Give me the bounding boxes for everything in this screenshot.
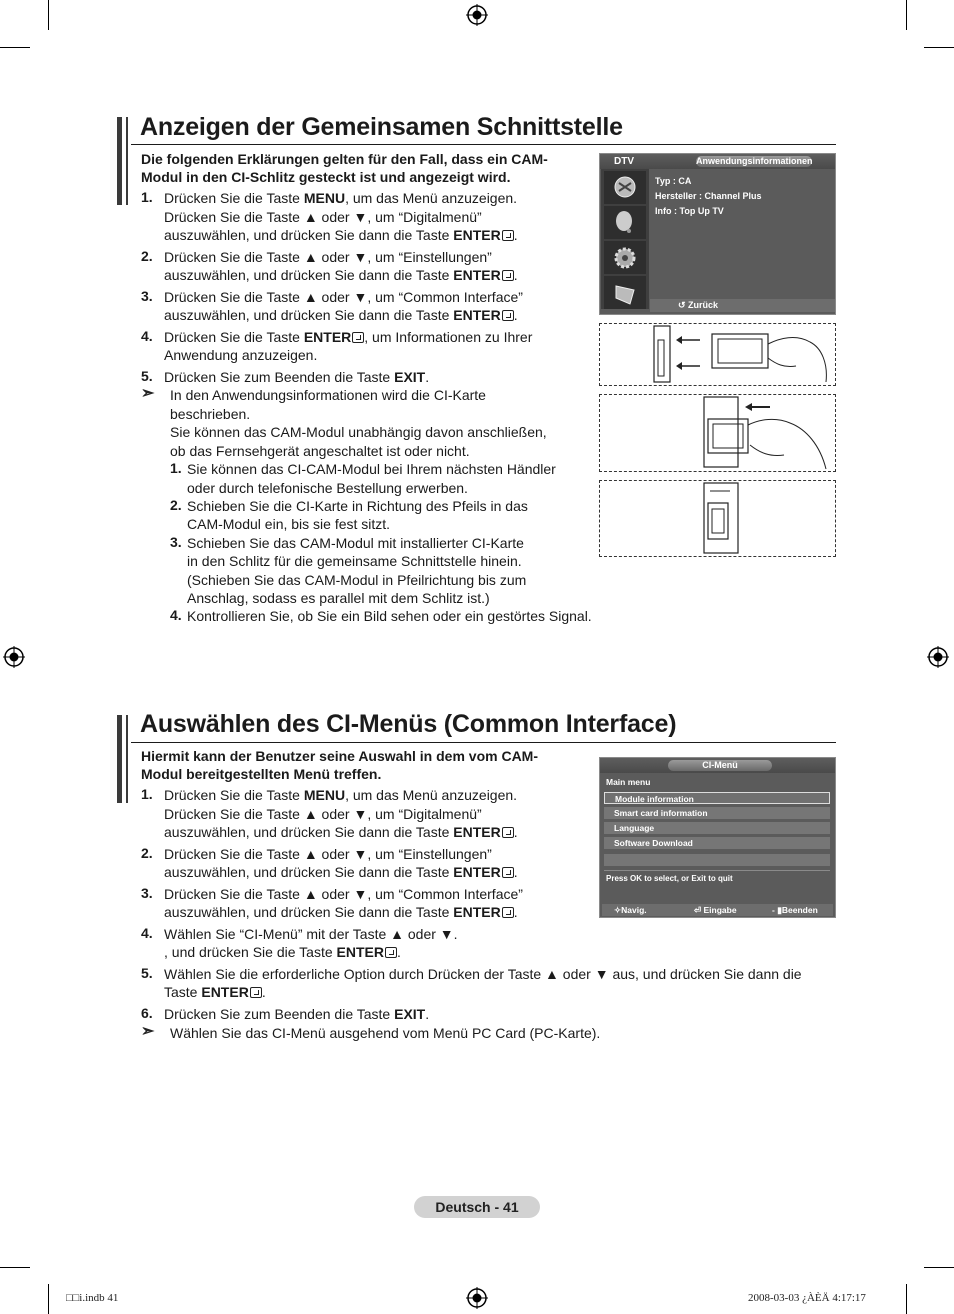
enter-hint: ⏎ Eingabe bbox=[694, 905, 737, 915]
registration-mark-icon bbox=[466, 1287, 488, 1309]
step-number: 5. bbox=[141, 964, 153, 981]
step-text bbox=[164, 328, 532, 365]
tv-icon-3 bbox=[604, 241, 646, 274]
enter-icon bbox=[352, 332, 364, 343]
step-line: Wählen Sie “CI-Menü” mit der Taste ▲ oder ▼. bbox=[164, 925, 458, 942]
step-line: Drücken Sie die Taste MENU, um das Menü anzuzeigen. bbox=[164, 787, 518, 803]
section-bar bbox=[126, 117, 128, 205]
enter-icon bbox=[502, 230, 514, 241]
note-arrow-icon: ➣ bbox=[141, 1023, 155, 1040]
step-number: 4. bbox=[141, 924, 153, 941]
enter-icon bbox=[250, 987, 262, 998]
slug-timestamp: 2008-03-03 ¿ÀÈÄ 4:17:17 bbox=[748, 1292, 866, 1304]
enter-icon bbox=[502, 907, 514, 918]
tv-icon-4 bbox=[604, 276, 646, 309]
substep-line: Sie können das CI-CAM-Modul bei Ihrem nächsten Händler bbox=[187, 461, 556, 477]
main-menu-label: Main menu bbox=[606, 777, 651, 787]
channel-icon bbox=[604, 206, 646, 239]
cam-module-illustration-icon bbox=[600, 395, 834, 470]
menu-item-module-information[interactable]: Module information bbox=[604, 792, 830, 804]
illustration-insert-card bbox=[599, 323, 836, 386]
section2-note: Wählen Sie das CI-Menü ausgehend vom Menü PC Card (PC-Karte). bbox=[170, 1025, 601, 1041]
crop-mark bbox=[906, 0, 907, 30]
step-line: Drücken Sie die Taste ENTER , um Informationen zu Ihrer bbox=[164, 328, 533, 345]
section2-rule bbox=[131, 742, 836, 743]
step-line: Drücken Sie die Taste MENU, um das Menü anzuzeigen. bbox=[164, 190, 518, 206]
step-line: Anwendung anzuzeigen. bbox=[164, 347, 318, 363]
note-arrow-icon: ➣ bbox=[141, 385, 155, 402]
slug-file: □□i.indb 41 bbox=[66, 1292, 119, 1304]
substep-line: CAM-Modul ein, bis sie fest sitzt. bbox=[187, 516, 391, 533]
section2-title: Auswählen des CI-Menüs (Common Interface) bbox=[140, 710, 677, 738]
crop-mark bbox=[0, 47, 30, 48]
substep-line: Kontrollieren Sie, ob Sie ein Bild sehen oder ein gestörtes Signal. bbox=[187, 608, 592, 625]
menu-item-smart-card-information[interactable]: Smart card information bbox=[604, 807, 830, 819]
enter-icon bbox=[502, 270, 514, 281]
tv-screen-ci-menu bbox=[599, 757, 836, 918]
substep-number: 1. bbox=[170, 460, 182, 476]
substep-line: oder durch telefonische Bestellung erwerben. bbox=[187, 479, 468, 496]
tv-screen-application-info bbox=[599, 153, 836, 315]
illustration-module-inserted bbox=[599, 480, 836, 557]
step-number: 4. bbox=[141, 327, 153, 344]
crop-mark bbox=[48, 1284, 49, 1314]
step-line: Drücken Sie zum Beenden die Taste EXIT. bbox=[164, 368, 430, 385]
screen-title: CI-Menü bbox=[668, 760, 772, 771]
section-bar bbox=[117, 715, 122, 803]
section1-title: Anzeigen der Gemeinsamen Schnittstelle bbox=[140, 113, 623, 141]
back-button[interactable]: ↺ Zurück bbox=[678, 300, 719, 310]
substep-text bbox=[187, 460, 556, 497]
enter-icon bbox=[502, 827, 514, 838]
step-line: auszuwählen, und drücken Sie dann die Taste ENTER . bbox=[164, 307, 518, 323]
substep-line: (Schieben Sie das CAM-Modul in Pfeilrichtung bis zum bbox=[187, 571, 527, 588]
step-text bbox=[164, 925, 458, 962]
substep-number: 2. bbox=[170, 496, 182, 513]
nav-hint: ✧Navig. bbox=[614, 905, 647, 915]
exit-hint: - ▮Beenden bbox=[772, 905, 818, 915]
step-line: auszuwählen, und drücken Sie dann die Taste ENTER . bbox=[164, 267, 518, 283]
section-bar bbox=[126, 715, 128, 803]
info-text: Info : Top Up TV bbox=[655, 206, 724, 216]
step-text bbox=[164, 368, 429, 387]
step-line: auszuwählen, und drücken Sie dann die Taste ENTER . bbox=[164, 864, 518, 880]
input-icon bbox=[604, 276, 646, 309]
substep-line: in den Schlitz für die gemeinsame Schnittstelle hinein. bbox=[187, 553, 522, 570]
step-line: Taste ENTER . bbox=[164, 984, 266, 1000]
step-line: Drücken Sie zum Beenden die Taste EXIT. bbox=[164, 1005, 430, 1022]
hint-separator bbox=[604, 870, 830, 871]
step-number: 2. bbox=[141, 247, 153, 264]
tv-icon-1 bbox=[604, 171, 646, 204]
step-line: auszuwählen, und drücken Sie dann die Taste ENTER . bbox=[164, 227, 518, 243]
module-slot-illustration-icon bbox=[600, 481, 834, 555]
step-text bbox=[164, 845, 518, 882]
step-line: , und drücken Sie die Taste ENTER . bbox=[164, 944, 401, 960]
section1-rule bbox=[131, 144, 836, 145]
substep-line: Schieben Sie die CI-Karte in Richtung des Pfeils in das bbox=[187, 497, 528, 514]
menu-item-empty bbox=[604, 854, 830, 866]
crop-mark bbox=[924, 47, 954, 48]
screen-title: Anwendungsinformationen bbox=[696, 156, 813, 166]
step-text bbox=[164, 1005, 429, 1024]
step-text bbox=[164, 786, 518, 842]
step-text bbox=[164, 965, 802, 1002]
step-text bbox=[164, 885, 523, 922]
section1-intro: Die folgenden Erklärungen gelten für den Fall, dass ein CAM- Modul in den CI-Schlitz gesteckt ist und angezeigt wird. bbox=[141, 151, 548, 185]
step-line: auszuwählen, und drücken Sie dann die Taste ENTER . bbox=[164, 824, 518, 840]
step-number: 1. bbox=[141, 786, 153, 802]
menu-item-software-download[interactable]: Software Download bbox=[604, 837, 830, 849]
info-manufacturer: Hersteller : Channel Plus bbox=[655, 191, 762, 201]
step-line: Drücken Sie die Taste ▲ oder ▼, um “Common Interface” bbox=[164, 885, 523, 902]
hint-text: Press OK to select, or Exit to quit bbox=[606, 874, 733, 883]
step-line: Wählen Sie die erforderliche Option durch Drücken der Taste ▲ oder ▼ aus, und drücken Sie dann die bbox=[164, 965, 802, 982]
enter-icon: ⏎ bbox=[694, 905, 704, 915]
registration-mark-icon bbox=[927, 646, 949, 668]
substep-text bbox=[187, 534, 526, 608]
substep-text bbox=[187, 607, 592, 626]
registration-mark-icon bbox=[3, 646, 25, 668]
section-bar bbox=[117, 117, 122, 205]
step-text bbox=[164, 189, 518, 245]
step-line: Drücken Sie die Taste ▲ oder ▼, um “Einstellungen” bbox=[164, 248, 492, 265]
substep-line: Anschlag, sodass es parallel mit dem Schlitz ist.) bbox=[187, 590, 490, 607]
antenna-icon bbox=[604, 171, 646, 204]
crop-mark bbox=[924, 1267, 954, 1268]
info-type: Typ : CA bbox=[655, 176, 692, 186]
crop-mark bbox=[48, 0, 49, 30]
step-number: 3. bbox=[141, 884, 153, 901]
section1-note: In den Anwendungsinformationen wird die CI-Karte beschrieben. Sie können das CAM-Modul unabhängig davon anschließen, ob das Fernsehgerät angeschaltet ist oder nicht. bbox=[170, 387, 547, 459]
step-line: Drücken Sie die Taste ▲ oder ▼, um “Digitalmenü” bbox=[164, 208, 482, 225]
dtv-tag: DTV bbox=[614, 156, 634, 167]
page-number-badge: Deutsch - 41 bbox=[414, 1196, 540, 1218]
ci-card-illustration-icon bbox=[600, 324, 834, 384]
section2-intro: Hiermit kann der Benutzer seine Auswahl in dem vom CAM- Modul bereitgestellten Menü treffen. bbox=[141, 748, 539, 782]
enter-icon bbox=[502, 867, 514, 878]
step-number: 5. bbox=[141, 367, 153, 384]
step-line: auszuwählen, und drücken Sie dann die Taste ENTER . bbox=[164, 904, 518, 920]
illustration-insert-module bbox=[599, 394, 836, 472]
substep-number: 4. bbox=[170, 607, 182, 624]
menu-item-language[interactable]: Language bbox=[604, 822, 830, 834]
step-number: 1. bbox=[141, 189, 153, 205]
step-text bbox=[164, 288, 523, 325]
substep-text bbox=[187, 497, 528, 534]
return-icon: ↺ bbox=[678, 300, 689, 310]
substep-number: 3. bbox=[170, 533, 182, 550]
tv-icon-2 bbox=[604, 206, 646, 239]
registration-mark-icon bbox=[466, 4, 488, 26]
enter-icon bbox=[385, 947, 397, 958]
enter-icon bbox=[502, 310, 514, 321]
step-number: 2. bbox=[141, 844, 153, 861]
move-icon: ✧ bbox=[614, 905, 622, 915]
step-line: Drücken Sie die Taste ▲ oder ▼, um “Digitalmenü” bbox=[164, 805, 482, 822]
step-line: Drücken Sie die Taste ▲ oder ▼, um “Einstellungen” bbox=[164, 845, 492, 862]
substep-line: Schieben Sie das CAM-Modul mit installierter CI-Karte bbox=[187, 534, 524, 551]
step-number: 6. bbox=[141, 1004, 153, 1021]
crop-mark bbox=[906, 1284, 907, 1314]
gear-icon bbox=[604, 241, 646, 274]
crop-mark bbox=[0, 1267, 30, 1268]
exit-icon: - ▮ bbox=[772, 905, 782, 915]
step-line: Drücken Sie die Taste ▲ oder ▼, um “Common Interface” bbox=[164, 288, 523, 305]
step-text bbox=[164, 248, 518, 285]
step-number: 3. bbox=[141, 287, 153, 304]
